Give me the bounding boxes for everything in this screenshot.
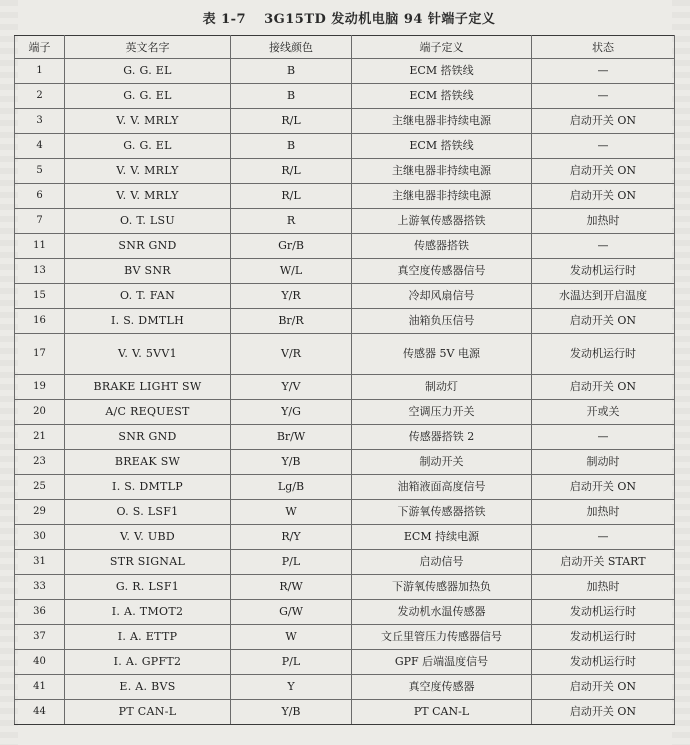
cell-wire-color: Y/V [231,375,352,400]
cell-definition [352,600,532,625]
cell-state: 加热时 [532,500,675,525]
table-row [15,450,675,475]
table-row [15,209,675,234]
cell-state: 发动机运行时 [532,650,675,675]
cell-state: 启动开关 START [532,550,675,575]
cell-state: 启动开关 ON [532,184,675,209]
cell-wire-color: B [231,134,352,159]
cell-pin: 3 [15,109,65,134]
cell-definition [352,550,532,575]
cell-english-name: PT CAN-L [65,700,231,725]
table-row [15,700,675,725]
table-row [15,525,675,550]
cell-english-name: V. V. 5VV1 [65,334,231,375]
definition-text: 空调压力开关 [408,404,475,418]
cell-definition [352,675,532,700]
cell-pin: 30 [15,525,65,550]
cell-wire-color: B [231,59,352,84]
cell-definition [352,284,532,309]
cell-definition [352,475,532,500]
table-row [15,575,675,600]
cell-definition [352,234,532,259]
table-row [15,550,675,575]
cell-definition [352,84,532,109]
cell-definition [352,209,532,234]
cell-pin: 33 [15,575,65,600]
cell-wire-color: R/Y [231,525,352,550]
cell-wire-color: G/W [231,600,352,625]
cell-pin: 36 [15,600,65,625]
table-row [15,625,675,650]
cell-wire-color: W [231,500,352,525]
cell-english-name: I. S. DMTLH [65,309,231,334]
definition-text: ECM 搭铁线 [409,88,474,102]
cell-english-name: G. R. LSF1 [65,575,231,600]
cell-wire-color: Br/R [231,309,352,334]
cell-wire-color: R/W [231,575,352,600]
cell-pin: 15 [15,284,65,309]
table-row [15,309,675,334]
cell-pin: 6 [15,184,65,209]
definition-text: 主继电器非持续电源 [392,163,491,177]
cell-english-name: V. V. MRLY [65,159,231,184]
definition-text: 上游氧传感器搭铁 [397,213,486,227]
cell-wire-color: P/L [231,550,352,575]
table-row [15,259,675,284]
cell-wire-color: Y/G [231,400,352,425]
cell-pin: 21 [15,425,65,450]
definition-text: 制动灯 [425,379,458,393]
cell-english-name: BREAK SW [65,450,231,475]
cell-definition [352,525,532,550]
cell-state: 发动机运行时 [532,600,675,625]
table-row [15,375,675,400]
table-row [15,650,675,675]
cell-pin: 31 [15,550,65,575]
definition-text: 冷却风扇信号 [408,288,475,302]
cell-english-name: I. S. DMTLP [65,475,231,500]
cell-state: 发动机运行时 [532,334,675,375]
cell-english-name: SNR GND [65,234,231,259]
cell-english-name: V. V. MRLY [65,184,231,209]
cell-wire-color: W/L [231,259,352,284]
cell-english-name: I. A. ETTP [65,625,231,650]
definition-text: PT CAN-L [413,704,470,718]
table-row [15,84,675,109]
cell-english-name: E. A. BVS [65,675,231,700]
cell-wire-color: Br/W [231,425,352,450]
cell-pin: 20 [15,400,65,425]
cell-wire-color: Y/B [231,450,352,475]
table-row [15,159,675,184]
cell-english-name: A/C REQUEST [65,400,231,425]
table-row [15,334,675,375]
definition-text: 启动信号 [419,554,464,568]
definition-text: ECM 搭铁线 [409,63,474,77]
cell-state: 加热时 [532,575,675,600]
definition-text: 传感器搭铁 [414,238,469,252]
cell-wire-color: R/L [231,184,352,209]
cell-definition [352,375,532,400]
cell-pin: 44 [15,700,65,725]
cell-definition [352,59,532,84]
cell-state: — [532,59,675,84]
definition-text: 真空度传感器信号 [397,263,486,277]
cell-definition [352,500,532,525]
cell-wire-color: R [231,209,352,234]
table-number: 表 1-7 [202,12,247,27]
table-row [15,400,675,425]
cell-state: — [532,134,675,159]
table-row [15,284,675,309]
cell-state: 启动开关 ON [532,375,675,400]
cell-pin: 17 [15,334,65,375]
definition-text: 主继电器非持续电源 [392,113,491,127]
table-row [15,109,675,134]
cell-english-name: G. G. EL [65,59,231,84]
header-english-name: 英文名字 [65,36,231,59]
definition-text: ECM 搭铁线 [409,138,474,152]
cell-english-name: I. A. TMOT2 [65,600,231,625]
cell-wire-color: R/L [231,109,352,134]
cell-definition [352,450,532,475]
cell-definition [352,309,532,334]
cell-definition [352,134,532,159]
cell-english-name: BRAKE LIGHT SW [65,375,231,400]
definition-text: 传感器 5V 电源 [403,346,480,360]
cell-english-name: SNR GND [65,425,231,450]
cell-state: 启动开关 ON [532,159,675,184]
cell-definition [352,425,532,450]
cell-wire-color: P/L [231,650,352,675]
cell-pin: 41 [15,675,65,700]
cell-definition [352,259,532,284]
cell-english-name: BV SNR [65,259,231,284]
cell-pin: 4 [15,134,65,159]
cell-english-name: V. V. UBD [65,525,231,550]
table-row [15,59,675,84]
table-row [15,425,675,450]
cell-pin: 1 [15,59,65,84]
definition-text: 主继电器非持续电源 [392,188,491,202]
cell-pin: 19 [15,375,65,400]
table-row [15,184,675,209]
header-row [15,36,675,59]
cell-pin: 16 [15,309,65,334]
definition-text: 制动开关 [419,454,464,468]
cell-state: 水温达到开启温度 [532,284,675,309]
cell-definition [352,400,532,425]
cell-pin: 29 [15,500,65,525]
cell-definition [352,700,532,725]
definition-text: 传感器搭铁 2 [408,429,475,443]
cell-definition [352,625,532,650]
cell-wire-color: W [231,625,352,650]
cell-state: 启动开关 ON [532,700,675,725]
cell-wire-color: Y/B [231,700,352,725]
cell-english-name: V. V. MRLY [65,109,231,134]
cell-english-name: STR SIGNAL [65,550,231,575]
cell-state: 启动开关 ON [532,675,675,700]
definition-text: ECM 持续电源 [403,529,480,543]
cell-state: 启动开关 ON [532,109,675,134]
cell-state: 制动时 [532,450,675,475]
cell-pin: 7 [15,209,65,234]
header-pin: 端子 [15,36,65,59]
cell-definition [352,334,532,375]
cell-state: — [532,234,675,259]
cell-wire-color: Y [231,675,352,700]
cell-pin: 2 [15,84,65,109]
cell-definition [352,650,532,675]
definition-text: GPF 后端温度信号 [394,654,489,668]
pin-definition-table [14,35,675,725]
cell-english-name: G. G. EL [65,134,231,159]
cell-state: — [532,425,675,450]
cell-definition [352,184,532,209]
table-row [15,600,675,625]
cell-wire-color: R/L [231,159,352,184]
cell-state: 加热时 [532,209,675,234]
table-row [15,234,675,259]
cell-wire-color: Y/R [231,284,352,309]
definition-text: 发动机水温传感器 [397,604,486,618]
cell-pin: 37 [15,625,65,650]
cell-state: 发动机运行时 [532,259,675,284]
cell-state: — [532,525,675,550]
table-title: 3G15TD 发动机电脑 94 针端子定义 [264,12,496,27]
table-caption [14,8,674,27]
document-page [14,8,674,725]
table-row [15,134,675,159]
cell-pin: 23 [15,450,65,475]
cell-state: 启动开关 ON [532,309,675,334]
definition-text: 油箱液面高度信号 [397,479,486,493]
cell-wire-color: Lg/B [231,475,352,500]
definition-text: 真空度传感器 [408,679,475,693]
table-row [15,500,675,525]
definition-text: 文丘里管压力传感器信号 [381,629,502,643]
definition-text: 下游氧传感器搭铁 [397,504,486,518]
cell-wire-color: Gr/B [231,234,352,259]
table-row [15,675,675,700]
cell-english-name: I. A. GPFT2 [65,650,231,675]
cell-definition [352,159,532,184]
cell-wire-color: V/R [231,334,352,375]
cell-english-name: O. T. LSU [65,209,231,234]
header-wire-color: 接线颜色 [231,36,352,59]
cell-state: 启动开关 ON [532,475,675,500]
cell-pin: 11 [15,234,65,259]
table-row [15,475,675,500]
cell-english-name: O. S. LSF1 [65,500,231,525]
cell-definition [352,575,532,600]
header-state: 状态 [532,36,675,59]
cell-state: — [532,84,675,109]
cell-pin: 13 [15,259,65,284]
cell-pin: 25 [15,475,65,500]
cell-wire-color: B [231,84,352,109]
cell-english-name: G. G. EL [65,84,231,109]
header-definition: 端子定义 [352,36,532,59]
definition-text: 下游氧传感器加热负 [392,579,491,593]
cell-definition [352,109,532,134]
cell-english-name: O. T. FAN [65,284,231,309]
cell-pin: 40 [15,650,65,675]
cell-pin: 5 [15,159,65,184]
definition-text: 油箱负压信号 [408,313,475,327]
cell-state: 发动机运行时 [532,625,675,650]
cell-state: 开或关 [532,400,675,425]
